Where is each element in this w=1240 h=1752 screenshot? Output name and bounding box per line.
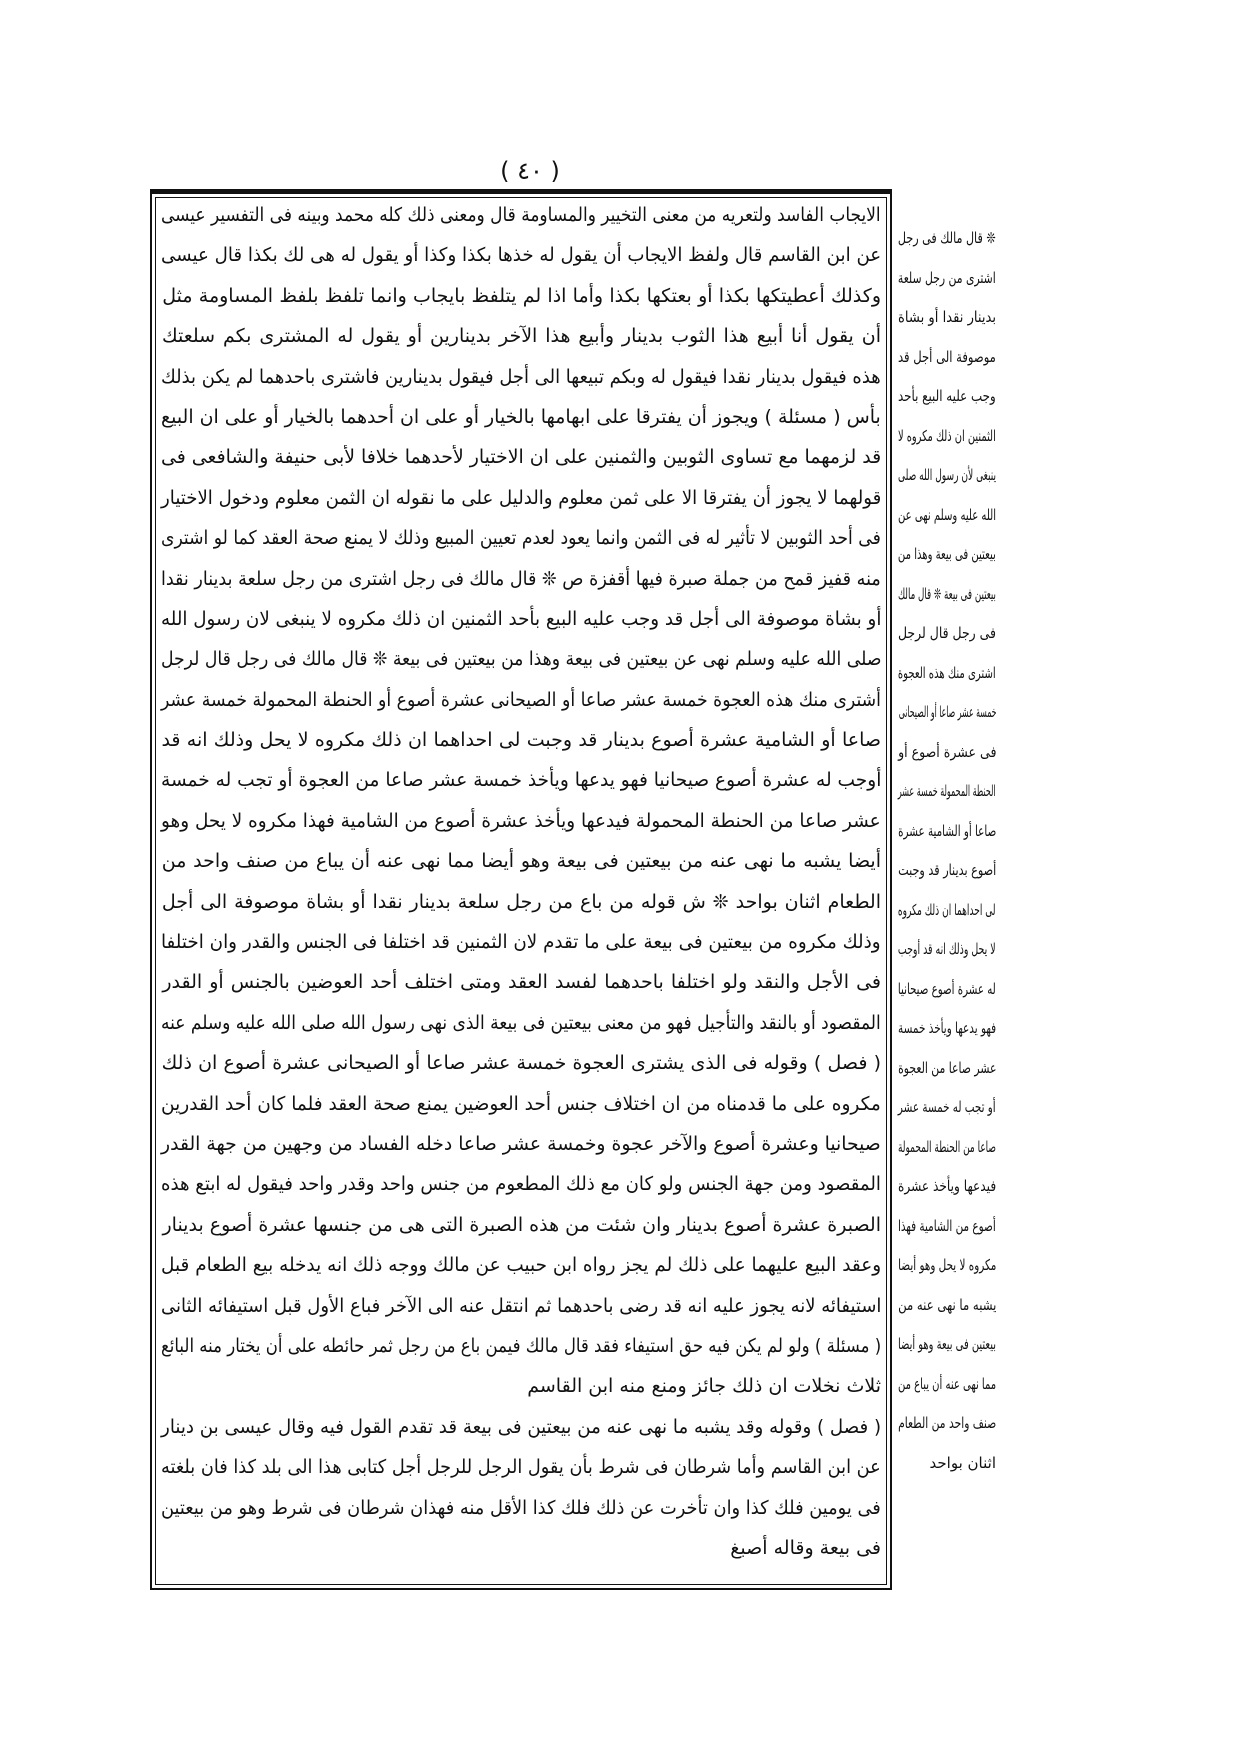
main-text-line xyxy=(161,841,881,881)
margin-text-line xyxy=(898,930,996,970)
main-text-block xyxy=(161,195,881,1568)
main-line-text: هذه فيقول بدينار نقدا فيقول له وبكم تبيعها الى أجل فيقول بدينارين فاشترى باحدهما لم يكن بذلك xyxy=(161,365,881,388)
main-line-text: أيضا يشبه ما نهى عنه من بيعتين فى بيعة وهو أيضا مما نهى عنه أن يباع من صنف واحد من xyxy=(161,850,881,873)
main-line-text: عشر صاعا من الحنطة المحمولة فيدعها ويأخذ عشرة أصوع من الشامية فهذا مكروه لا يحل وهو xyxy=(161,809,881,832)
margin-line-text: بيعتين فى بيعة وهذا من xyxy=(898,545,996,563)
margin-text-line xyxy=(898,456,996,496)
main-line-text: المقصود أو بالنقد والتأجيل فهو من معنى بيعتين فى بيعة الذى نهى رسول الله صلى الله عليه وسلم عنه xyxy=(161,1011,881,1034)
main-text-line xyxy=(161,1205,881,1245)
margin-line-text: الله عليه وسلم نهى عن xyxy=(897,505,996,524)
margin-line-text: الثمنين ان ذلك مكروه لا xyxy=(898,426,996,445)
margin-text-line xyxy=(898,338,996,378)
main-text-line xyxy=(161,316,881,356)
main-line-text: وعقد البيع عليهما على ذلك لم يجز رواه ابن حبيب عن مالك ووجه ذلك انه يدخله بيع الطعام قبل xyxy=(160,1254,881,1277)
main-text-line xyxy=(161,962,881,1002)
margin-line-text: فهو يدعها ويأخذ خمسة xyxy=(897,1019,996,1037)
main-line-text: استيفائه لانه يجوز عليه انه قد رضى باحدهما ثم انتقل عنه الى الآخر فباع الأول قبل استيفائه الثانى xyxy=(160,1294,881,1317)
margin-line-text: مكروه لا يحل وهو أيضا xyxy=(897,1256,996,1274)
margin-text-line xyxy=(898,970,996,1010)
margin-text-line xyxy=(898,1009,996,1049)
margin-text-line xyxy=(898,1286,996,1326)
margin-line-text: عشر صاعا من العجوة xyxy=(897,1058,996,1077)
main-line-text: أوجب له عشرة أصوع صيحانيا فهو يدعها ويأخذ خمسة عشر صاعا من العجوة أو تجب له خمسة xyxy=(160,769,881,792)
margin-text-line xyxy=(898,1167,996,1207)
main-line-text: فى أحد الثوبين لا تأثير له فى الثمن وانما يعود لعدم تعيين المبيع وذلك لا يمنع صحة العقد كما لو اشترى xyxy=(161,527,881,550)
page-number: ( ٤٠ ) xyxy=(500,157,560,185)
main-line-text: منه قفيز قمح من جملة صبرة فيها أقفزة ص ❊ قال مالك فى رجل اشترى من رجل سلعة بدينار نقدا xyxy=(161,567,881,590)
main-text-line xyxy=(161,397,881,437)
main-line-text: صاعا أو الشامية عشرة أصوع بدينار قد وجبت لى احداهما ان ذلك مكروه لا يحل وذلك انه قد xyxy=(161,729,881,752)
main-text-line xyxy=(161,1528,881,1568)
main-text-line xyxy=(161,195,881,235)
main-text-line xyxy=(161,276,881,316)
main-text-line xyxy=(161,639,881,679)
main-line-text: قد لزمهما مع تساوى الثوبين والثمنين على ان الاختيار لأحدهما خلافا لأبى حنيفة والشافعى فى xyxy=(160,446,881,469)
main-text-line xyxy=(161,1447,881,1487)
main-text-line xyxy=(161,760,881,800)
margin-text-line xyxy=(898,219,996,259)
margin-line-text: فيدعها ويأخذ عشرة xyxy=(897,1177,996,1195)
margin-line-text: أصوع من الشامية فهذا xyxy=(898,1216,996,1235)
main-line-text: الايجاب الفاسد ولتعريه من معنى التخيير والمساومة قال ومعنى ذلك كله محمد وبينه فى التفسير عيسى xyxy=(161,204,881,226)
margin-line-text: صاعا من الحنطة المحمولة xyxy=(897,1137,996,1156)
margin-text-block xyxy=(898,219,996,1483)
main-line-text: وكذلك أعطيتكها بكذا أو بعتكها بكذا وأما اذا لم يتلفظ بايجاب وانما تلفظ بلفظ المساومة مثل xyxy=(162,284,881,307)
margin-text-line xyxy=(898,1128,996,1168)
margin-line-text: أو تجب له خمسة عشر xyxy=(898,1098,996,1116)
margin-text-line xyxy=(898,891,996,931)
main-text-line xyxy=(161,680,881,720)
main-text-line xyxy=(161,882,881,922)
main-line-text: صلى الله عليه وسلم نهى عن بيعتين فى بيعة وهذا من بيعتين فى بيعة ❊ قال مالك فى رجل قال لرجل xyxy=(160,648,881,671)
margin-text-line xyxy=(898,535,996,575)
main-text-line xyxy=(161,1326,881,1366)
margin-text-line xyxy=(898,496,996,536)
main-text-line xyxy=(161,1043,881,1083)
main-text-line xyxy=(161,1245,881,1285)
main-line-text: أن يقول أنا أبيع هذا الثوب بدينار وأبيع هذا الآخر بدينارين أو يقول له المشترى بكم سلعتك xyxy=(161,325,881,348)
main-line-text: فى يومين فلك كذا وان تأخرت عن ذلك فلك كذا الأقل منه فهذان شرطان فى شرط وهو من بيعتين xyxy=(161,1496,881,1519)
main-text-line xyxy=(161,1084,881,1124)
main-line-text: الصبرة عشرة أصوع بدينار وان شئت من هذه الصبرة التى هى من جنسها عشرة أصوع بدينار xyxy=(162,1213,881,1236)
main-line-text: فى بيعة وقاله أصبغ xyxy=(730,1536,881,1559)
main-text-line xyxy=(161,922,881,962)
main-line-text: مكروه على ما قدمناه من ان اختلاف جنس أحد العوضين يمنع صحة العقد فلما كان أحد القدرين xyxy=(161,1092,881,1115)
main-text-line xyxy=(161,1124,881,1164)
main-line-text: ثلاث نخلات ان ذلك جائز ومنع منه ابن القاسم xyxy=(527,1375,881,1398)
main-text-line xyxy=(161,1366,881,1406)
main-text-line xyxy=(161,518,881,558)
main-line-text: المقصود ومن جهة الجنس ولو كان مع ذلك المطعوم من جنس واحد وقدر واحد فيقول له ابتع هذه xyxy=(161,1173,881,1196)
margin-text-line xyxy=(898,1049,996,1089)
margin-line-text: بيعتين فى بيعة وهو أيضا xyxy=(898,1335,996,1353)
main-text-line xyxy=(161,1164,881,1204)
margin-line-text: صاعا أو الشامية عشرة xyxy=(897,821,996,840)
margin-text-line xyxy=(898,851,996,891)
margin-text-line xyxy=(898,614,996,654)
margin-line-text: ينبغى لأن رسول الله صلى xyxy=(897,466,996,484)
main-text-line xyxy=(161,357,881,397)
margin-line-text: ❊ قال مالك فى رجل xyxy=(898,229,996,247)
margin-line-text: لى احداهما ان ذلك مكروه xyxy=(898,900,996,919)
main-line-text: أشترى منك هذه العجوة خمسة عشر صاعا أو الصيحانى عشرة أصوع أو الحنطة المحمولة خمسة عشر xyxy=(161,688,881,711)
main-line-text: فى الأجل والنقد ولو اختلفا باحدهما لفسد العقد ومتى اختلف أحد العوضين بالجنس أو القدر xyxy=(162,971,881,994)
margin-text-line xyxy=(898,1207,996,1247)
margin-text-line xyxy=(898,259,996,299)
margin-line-text: صنف واحد من الطعام xyxy=(897,1414,996,1432)
margin-text-line xyxy=(898,1365,996,1405)
main-line-text: بأس ( مسئلة ) ويجوز أن يفترقا على ابهامها بالخيار أو على ان أحدهما بالخيار أو على ان البيع xyxy=(161,405,881,428)
margin-text-line xyxy=(898,1404,996,1444)
margin-line-text: بيعتين فى بيعة ❊ قال مالك xyxy=(898,584,996,603)
margin-line-text: فى عشرة أصوع أو xyxy=(897,742,996,761)
margin-line-text: اشترى من رجل سلعة xyxy=(898,268,996,287)
main-line-text: أو بشاة موصوفة الى أجل قد وجب عليه البيع بأحد الثمنين ان ذلك مكروه لا ينبغى لان رسول الله xyxy=(160,607,881,630)
margin-line-text: موصوفة الى أجل قد xyxy=(898,347,996,366)
margin-text-line xyxy=(898,693,996,733)
margin-line-text: له عشرة أصوع صيحانيا xyxy=(898,979,996,998)
margin-text-line xyxy=(898,772,996,812)
margin-line-text: اثنان بواحد xyxy=(929,1453,996,1472)
main-text-line xyxy=(161,1003,881,1043)
margin-text-line xyxy=(898,733,996,773)
main-text-line xyxy=(161,801,881,841)
margin-line-text: اشترى منك هذه العجوة xyxy=(898,663,996,682)
main-line-text: ( مسئلة ) ولو لم يكن فيه حق استيفاء فقد قال مالك فيمن باع من رجل ثمر حائطه على أن يختار منه البائع xyxy=(160,1334,881,1357)
margin-line-text: يشبه ما نهى عنه من xyxy=(897,1295,996,1314)
margin-line-text: بدينار نقدا أو بشاة xyxy=(897,308,996,326)
main-line-text: صيحانيا وعشرة أصوع والآخر عجوة وخمسة عشر صاعا دخله الفساد من وجهين من جهة القدر xyxy=(161,1132,881,1155)
margin-line-text: خمسة عشر صاعا أو الصيحانى xyxy=(898,703,996,721)
margin-line-text: فى رجل قال لرجل xyxy=(898,624,996,642)
main-line-text: عن ابن القاسم قال ولفظ الايجاب أن يقول له خذها بكذا وكذا أو يقول له هى لك بكذا قال عيسى xyxy=(160,244,881,267)
margin-line-text: وجب عليه البيع بأحد xyxy=(898,387,996,405)
main-text-line xyxy=(161,478,881,518)
main-line-text: ( فصل ) وقوله فى الذى يشترى العجوة خمسة عشر صاعا أو الصيحانى عشرة أصوع ان ذلك xyxy=(161,1052,881,1075)
margin-text-line xyxy=(898,1246,996,1286)
main-text-line xyxy=(161,437,881,477)
main-line-text: وذلك مكروه من بيعتين فى بيعة على ما تقدم لان الثمنين قد اختلفا فى الجنس والقدر وان اختلفا xyxy=(161,931,881,954)
main-text-line xyxy=(161,235,881,275)
main-line-text: قولهما لا يجوز أن يفترقا الا على ثمن معلوم والدليل على ما نقوله ان الثمن معلوم ودخول الاختيار xyxy=(160,486,881,509)
margin-text-line xyxy=(898,377,996,417)
margin-line-text: الحنطة المحمولة خمسة عشر xyxy=(898,782,996,800)
margin-text-line xyxy=(898,1088,996,1128)
margin-text-line xyxy=(898,1325,996,1365)
margin-line-text: لا يحل وذلك انه قد أوجب xyxy=(898,940,996,958)
margin-text-line xyxy=(898,1444,996,1484)
main-text-line xyxy=(161,559,881,599)
margin-text-line xyxy=(898,298,996,338)
margin-text-line xyxy=(898,654,996,694)
margin-line-text: مما نهى عنه أن يباع من xyxy=(897,1374,996,1393)
main-text-line xyxy=(161,720,881,760)
main-text-line xyxy=(161,1488,881,1528)
main-line-text: ( فصل ) وقوله وقد يشبه ما نهى عنه من بيعتين فى بيعة قد تقدم القول فيه وقال عيسى بن دينار xyxy=(160,1415,881,1438)
margin-line-text: أصوع بدينار قد وجبت xyxy=(897,861,996,879)
main-text-line xyxy=(161,1407,881,1447)
margin-text-line xyxy=(898,812,996,852)
main-line-text: الطعام اثنان بواحد ❊ ش قوله من باع من رجل سلعة بدينار نقدا أو بشاة موصوفة الى أجل xyxy=(161,890,881,913)
main-text-line xyxy=(161,1286,881,1326)
main-line-text: عن ابن القاسم وأما شرطان فى شرط بأن يقول الرجل للرجل أجل كتابى هذا الى بلد كذا فان بلغته xyxy=(161,1456,881,1479)
margin-text-line xyxy=(898,575,996,615)
margin-text-line xyxy=(898,417,996,457)
main-text-line xyxy=(161,599,881,639)
